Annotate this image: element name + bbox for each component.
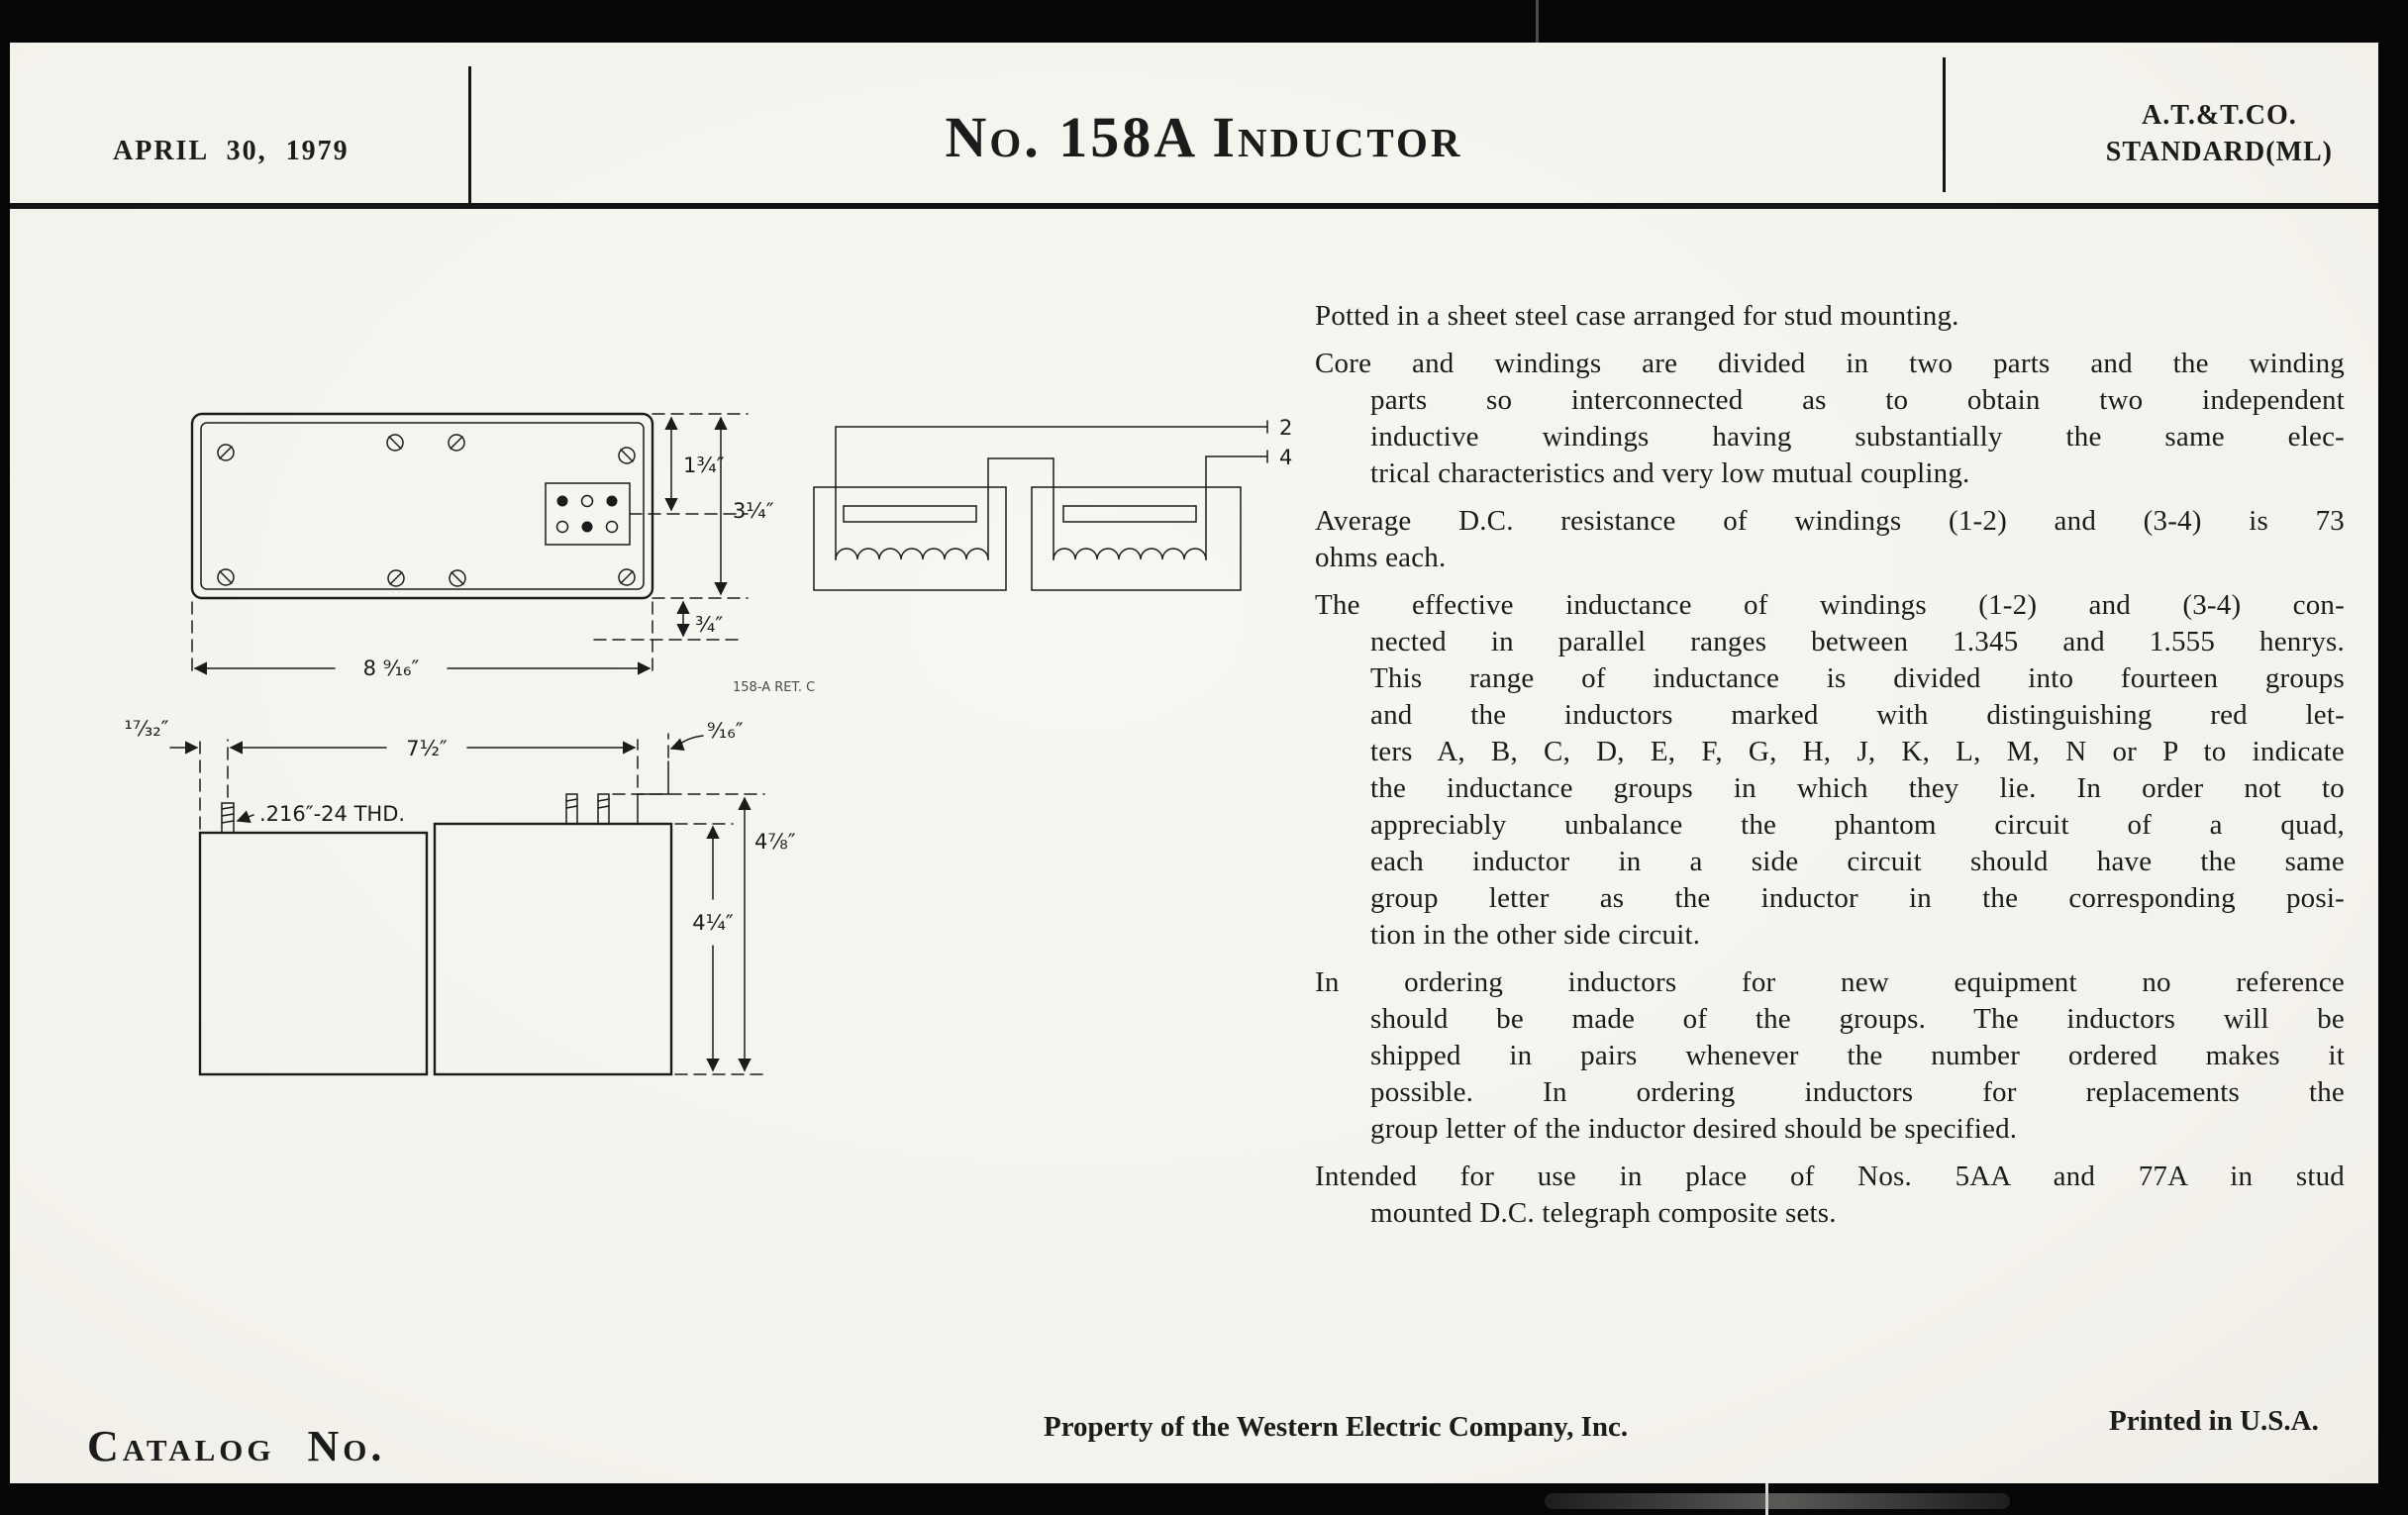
text-line: and the inductors marked with distinguishing red let- bbox=[1370, 699, 2345, 731]
dim-label-case-width: 8 ⁹⁄₁₆″ bbox=[362, 656, 420, 680]
terminal-block bbox=[546, 483, 630, 545]
scan-artifact bbox=[1545, 1493, 2010, 1509]
dim-label-case-height: 4¼″ bbox=[692, 911, 734, 935]
scan-seam-top bbox=[1536, 0, 1539, 43]
text-line: parts so interconnected as to obtain two independent bbox=[1370, 384, 2345, 416]
dim-label-stud-spacing: 7½″ bbox=[406, 737, 448, 760]
text-line: This range of inductance is divided into fourteen groups bbox=[1370, 662, 2345, 694]
text-line: In ordering inductors for new equipment no reference bbox=[1315, 966, 2345, 998]
dim-label-stud-length: ¾″ bbox=[695, 613, 724, 637]
text-line: mounted D.C. telegraph composite sets. bbox=[1370, 1197, 1837, 1229]
paragraph bbox=[1315, 964, 2345, 1148]
mounting-stud bbox=[222, 803, 234, 833]
standard-designation: STANDARD(ML) bbox=[2105, 137, 2333, 167]
text-line: Potted in a sheet steel case arranged for stud mounting. bbox=[1315, 300, 1959, 332]
property-notice: Property of the Western Electric Company, Inc. bbox=[1044, 1411, 1629, 1443]
text-line: the inductance groups in which they lie. In order not to bbox=[1370, 772, 2345, 804]
text-line: Core and windings are divided in two parts and the winding bbox=[1315, 348, 2345, 379]
terminal-label-4: 4 bbox=[1279, 446, 1293, 469]
case-top-view bbox=[192, 414, 815, 695]
page-title: No. 158A Inductor bbox=[945, 105, 1463, 169]
description-column bbox=[1315, 298, 2345, 1243]
terminal-studs bbox=[566, 794, 609, 824]
paragraph bbox=[1315, 346, 2345, 492]
text-line: tion in the other side circuit. bbox=[1370, 919, 1701, 951]
paragraph bbox=[1315, 587, 2345, 954]
text-line: each inductor in a side circuit should have the same bbox=[1370, 846, 2345, 877]
header-rule bbox=[10, 203, 2378, 209]
text-line: shipped in pairs whenever the number ordered makes it bbox=[1370, 1040, 2345, 1071]
text-line: group letter as the inductor in the corresponding posi- bbox=[1370, 882, 2345, 914]
catalog-number-label: Catalog No. bbox=[87, 1422, 386, 1470]
organization-name: A.T.&T.CO. bbox=[2142, 100, 2297, 131]
text-line: Average D.C. resistance of windings (1-2) and (3-4) is 73 bbox=[1315, 505, 2345, 537]
text-line: group letter of the inductor desired should be specified. bbox=[1370, 1113, 2018, 1145]
text-line: inductive windings having substantially the same elec- bbox=[1370, 421, 2345, 453]
text-line: The effective inductance of windings (1-2) and (3-4) con- bbox=[1315, 589, 2345, 621]
winding-schematic bbox=[814, 416, 1292, 590]
text-line: appreciably unbalance the phantom circuit of a quad, bbox=[1370, 809, 2345, 841]
terminal-label-2: 2 bbox=[1279, 416, 1293, 440]
bracket-tab bbox=[638, 761, 668, 824]
dim-label-case-depth: 3¼″ bbox=[733, 499, 774, 523]
header-divider-left bbox=[468, 66, 471, 203]
case-side-view bbox=[124, 717, 795, 1074]
dim-label-overall-height: 4⅞″ bbox=[754, 830, 796, 854]
paragraph bbox=[1315, 298, 2345, 335]
dim-label-edge-offset: ¹⁷⁄₃₂″ bbox=[124, 717, 169, 741]
header-divider-right bbox=[1943, 57, 1946, 192]
text-line: trical characteristics and very low mutual coupling. bbox=[1370, 457, 1970, 489]
text-line: nected in parallel ranges between 1.345 and 1.555 henrys. bbox=[1370, 626, 2345, 657]
text-line: Intended for use in place of Nos. 5AA and 77A in stud bbox=[1315, 1161, 2345, 1192]
screw-icons bbox=[218, 435, 635, 586]
technical-drawings bbox=[99, 340, 1337, 1171]
dim-label-terminal-offset: 1¾″ bbox=[683, 454, 725, 477]
paragraph bbox=[1315, 1159, 2345, 1232]
issue-date: APRIL 30, 1979 bbox=[113, 136, 350, 166]
dim-label-bracket-offset: ⁹⁄₁₆″ bbox=[707, 719, 744, 743]
text-line: ohms each. bbox=[1315, 542, 1447, 573]
thread-spec-label: .216″-24 THD. bbox=[259, 802, 406, 826]
drawing-reference-note: 158-A RET. C bbox=[733, 680, 816, 695]
paragraph bbox=[1315, 503, 2345, 576]
text-line: possible. In ordering inductors for replacements the bbox=[1370, 1076, 2345, 1108]
organization-block bbox=[2106, 97, 2333, 170]
text-line: should be made of the groups. The inductors will be bbox=[1370, 1003, 2345, 1035]
printed-notice: Printed in U.S.A. bbox=[2109, 1405, 2319, 1437]
text-line: ters A, B, C, D, E, F, G, H, J, K, L, M, N or P to indicate bbox=[1370, 736, 2345, 767]
document-sheet bbox=[10, 43, 2378, 1483]
